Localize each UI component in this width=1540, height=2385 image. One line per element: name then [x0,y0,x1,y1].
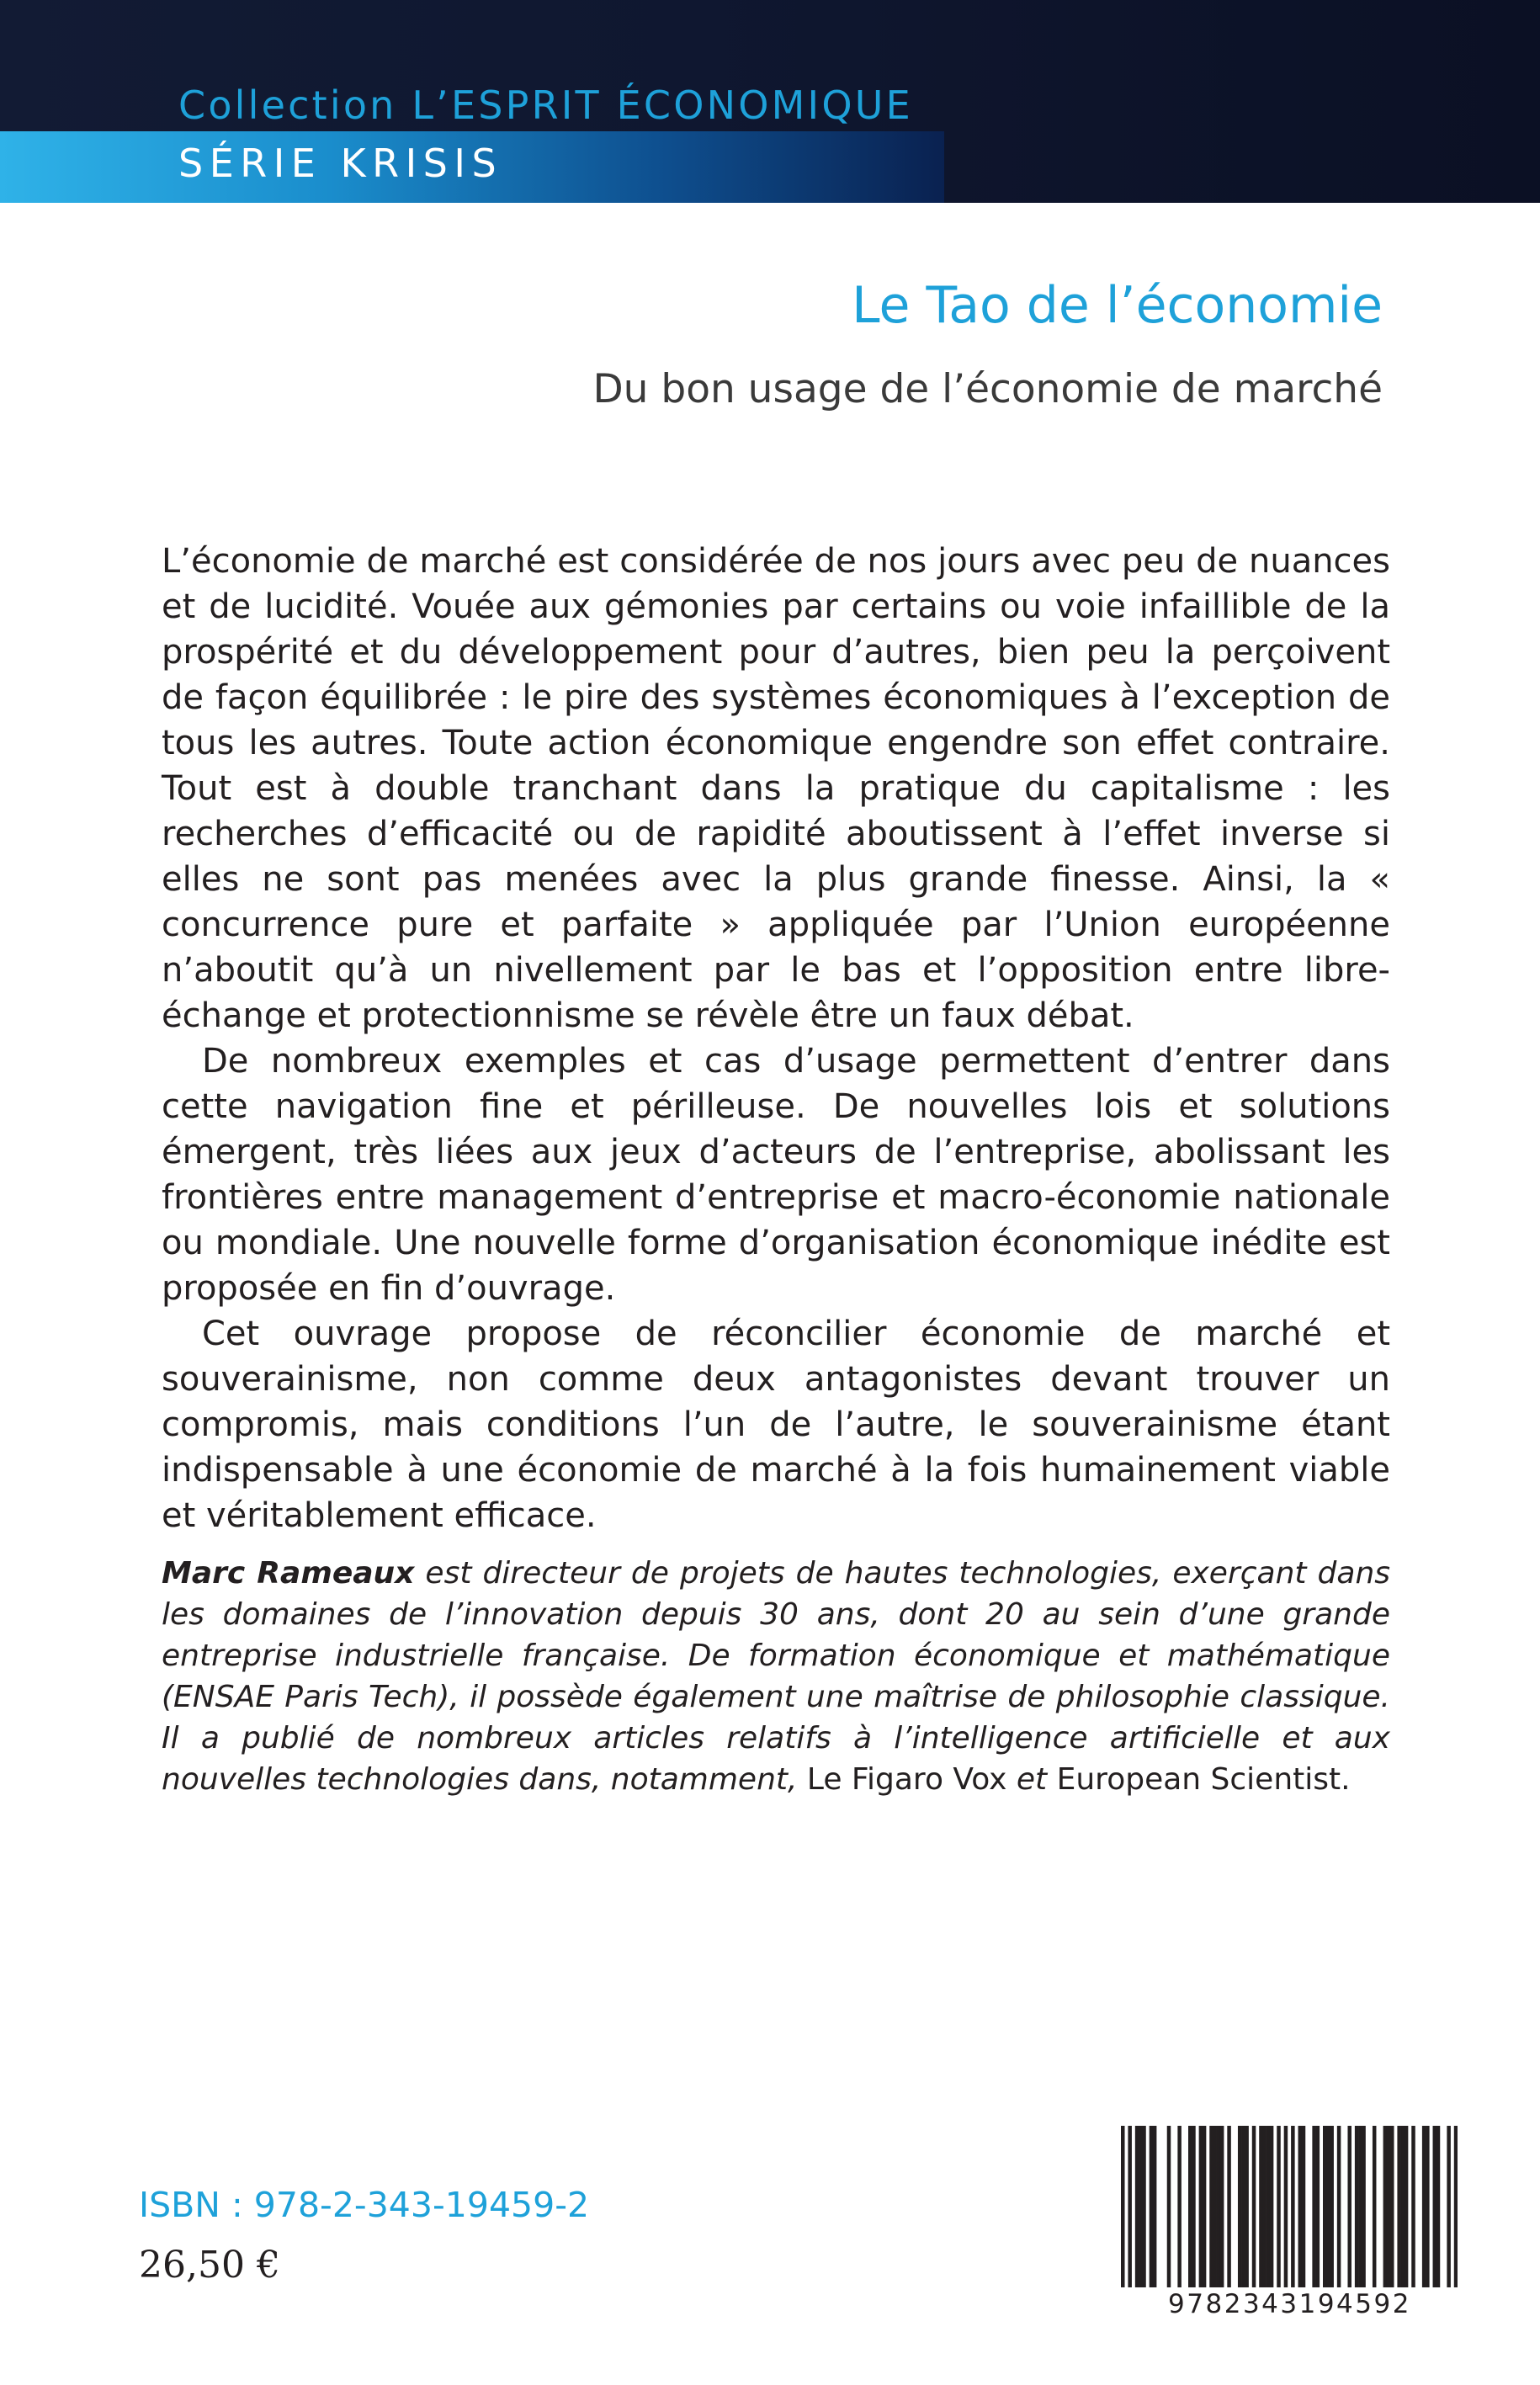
barcode-bar [1142,2126,1146,2287]
barcode-bar [1411,2126,1415,2287]
barcode-bar [1362,2126,1366,2287]
barcode-bar [1387,2126,1391,2287]
barcode-bar [1447,2126,1451,2287]
barcode-bar [1436,2126,1441,2287]
barcode-bar [1192,2126,1196,2287]
barcode-digits: 9782343194592 [1168,2289,1411,2319]
barcode-bar [1199,2126,1203,2287]
author-bio [162,1553,1390,1800]
barcode-bar [1373,2126,1377,2287]
barcode-bar [1390,2126,1394,2287]
summary-paragraph: Cet ouvrage propose de réconcilier économie de marché et souverainisme, non comme deux antagonistes devant trouver un compromis, mais conditions l’un de l’autre, le souverainisme étant indispensable à une économie de marché à la fois humainement viable et véritablement efficace. [162,1315,1390,1535]
barcode-bar [1252,2126,1256,2287]
publication-name: Le Figaro Vox [797,1762,1017,1797]
barcode-bar [1217,2126,1221,2287]
barcode-bar [1397,2126,1401,2287]
summary-text [162,539,1390,1538]
barcode-bar [1291,2126,1295,2287]
barcode-bar [1405,2126,1409,2287]
barcode [1098,2116,1481,2326]
book-subtitle: Du bon usage de l’économie de marché [592,366,1383,412]
barcode-bar [1245,2126,1249,2287]
barcode-bar [1383,2126,1388,2287]
author-bio-text: est directeur de projets de hautes technologies, exerçant dans les domaines de l’innovation depuis 30 ans, dont 20 au sein d’une grande entreprise industrielle française. De formation économique et mathématique (ENSAE Paris Tech), il possède également une maîtrise de philosophie classique. Il a publié de nombreux articles relatifs à l’intelligence artificielle et aux nouvelles technologies dans, notamment, [162,1556,1391,1797]
barcode-bar [1135,2126,1139,2287]
book-title: Le Tao de l’économie [852,276,1383,335]
price: 26,50 € [139,2244,280,2287]
barcode-bar [1241,2126,1245,2287]
summary-paragraph: De nombreux exemples et cas d’usage permettent d’entrer dans cette navigation fine et périlleuse. De nouvelles lois et solutions émergent, très liées aux jeux d’acteurs de l’entreprise, abolissant les frontières entre management d’entreprise et macro-économie nationale ou mondiale. Une nouvelle forme d’organisation économique inédite est proposée en fin d’ouvrage. [162,1042,1390,1308]
publication-name: European Scientist [1047,1762,1341,1797]
barcode-bar [1267,2126,1271,2287]
barcode-bar [1302,2126,1306,2287]
barcode-bar [1227,2126,1231,2287]
barcode-bar [1355,2126,1359,2287]
barcode-bar [1454,2126,1458,2287]
barcode-bar [1121,2126,1125,2287]
author-bio-conjunction: et [1016,1762,1048,1797]
barcode-bar [1262,2126,1267,2287]
barcode-bar [1209,2126,1213,2287]
barcode-bar [1312,2126,1316,2287]
serie-name: SÉRIE KRISIS [178,141,503,186]
barcode-bar [1347,2126,1351,2287]
barcode-bar [1177,2126,1182,2287]
barcode-bar [1330,2126,1334,2287]
barcode-bar [1284,2126,1288,2287]
barcode-bar [1139,2126,1143,2287]
barcode-bar [1401,2126,1405,2287]
barcode-bar [1426,2126,1430,2287]
barcode-bar [1316,2126,1320,2287]
barcode-bar [1167,2126,1171,2287]
author-bio-end: . [1341,1762,1351,1797]
barcode-bar [1433,2126,1437,2287]
summary-paragraph: L’économie de marché est considérée de nos jours avec peu de nuances et de lucidité. Vouée aux gémonies par certains ou voie infaillible de la prospérité et du développement pour d’autres, bien peu la perçoivent de façon équilibrée : le pire des systèmes économiques à l’exception de tous les autres. Toute action économique engendre son effet contraire. Tout est à double tranchant dans la pratique du capitalisme : les recherches d’efficacité ou de rapidité aboutissent à l’effet inverse si elles ne sont pas menées avec la plus grande finesse. Ainsi, la « concurrence pure et parfaite » appliquée par l’Union européenne n’aboutit qu’à un nivellement par le bas et l’opposition entre libre-échange et protectionnisme se révèle être un faux débat. [162,542,1390,1035]
barcode-bar [1358,2126,1362,2287]
barcode-bar [1277,2126,1281,2287]
barcode-bar [1326,2126,1330,2287]
barcode-bar [1337,2126,1341,2287]
barcode-bar [1298,2126,1303,2287]
barcode-bar [1323,2126,1327,2287]
barcode-bar [1188,2126,1192,2287]
barcode-bar [1270,2126,1274,2287]
collection-name: Collection L’ESPRIT ÉCONOMIQUE [178,82,913,128]
barcode-bar [1128,2126,1132,2287]
barcode-bar [1259,2126,1263,2287]
barcode-bars [1121,2126,1458,2287]
barcode-bar [1422,2126,1426,2287]
barcode-bar [1220,2126,1224,2287]
barcode-bar [1203,2126,1207,2287]
barcode-bar [1150,2126,1154,2287]
author-name: Marc Rameaux [162,1556,415,1591]
barcode-bar [1213,2126,1217,2287]
barcode-bar [1238,2126,1242,2287]
isbn: ISBN : 978-2-343-19459-2 [139,2185,590,2225]
barcode-bar [1153,2126,1157,2287]
